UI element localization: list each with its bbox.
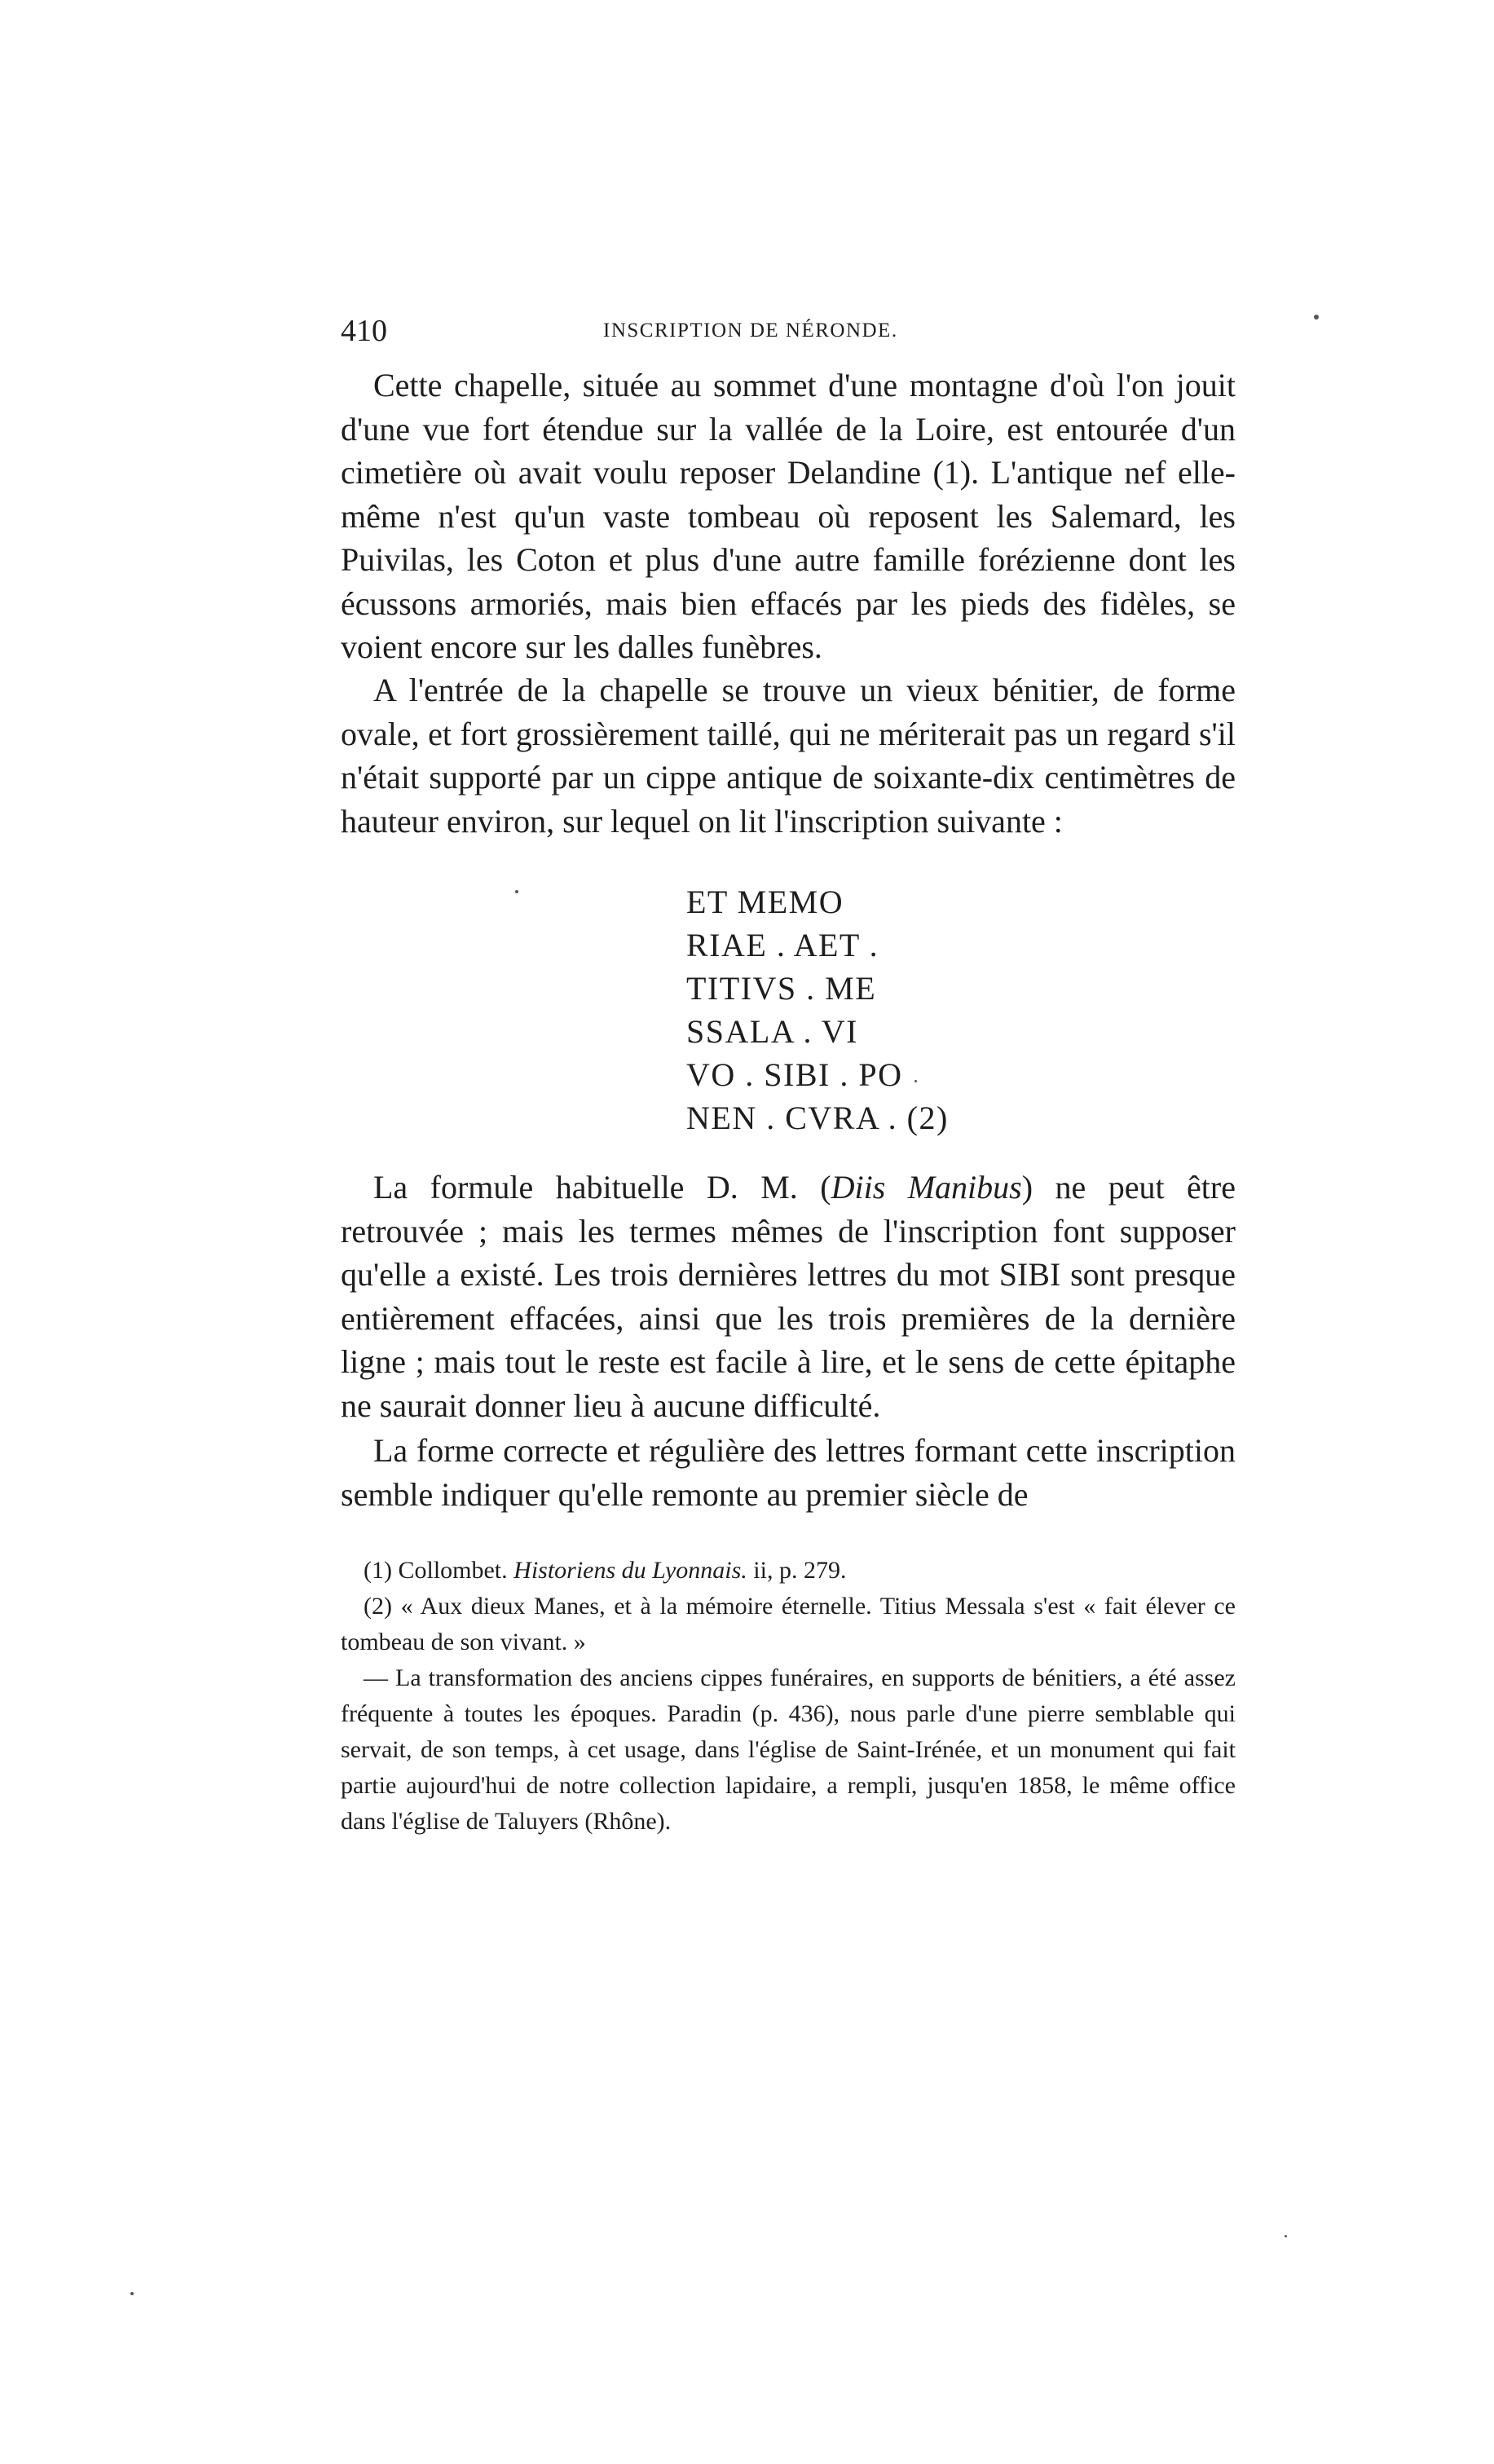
inscription-line-4: SSALA . VI (686, 1013, 858, 1050)
footnote-2: (2) « Aux dieux Manes, et à la mémoire éternelle. Titius Messala s'est « fait élever ce tombeau de son vivant. » (341, 1593, 1236, 1655)
paragraph-3-start: La formule habituelle D. M. ( (373, 1169, 831, 1206)
paragraph-2: A l'entrée de la chapelle se trouve un vieux bénitier, de forme ovale, et fort grossièrement taillé, qui ne mériterait pas un regard s'il n'était supporté par un cippe antique de soixante-dix centimètres de hauteur environ, sur lequel on lit l'inscription suivante : (341, 672, 1236, 840)
paragraph-3 (341, 1166, 1236, 1427)
paragraph-3-italic: Diis Manibus (831, 1169, 1022, 1206)
paper-speck (1285, 2235, 1287, 2237)
footnotes (341, 1553, 1236, 1840)
inscription-line-3: TITIVS . ME (686, 970, 877, 1007)
inscription-line-2: RIAE . AET . (686, 927, 879, 963)
page-header (341, 313, 1237, 362)
paper-speck (130, 2292, 134, 2295)
paragraph-3-end: ) ne peut être retrouvée ; mais les termes mêmes de l'inscription font supposer qu'elle a existé. Les trois dernières lettres du mot SIBI sont presque entièrement effacées, ainsi que les trois premières de la dernière ligne ; mais tout le reste est facile à lire, et le sens de cette épitaphe ne saurait donner lieu à aucune difficulté. (341, 1169, 1236, 1424)
running-title: INSCRIPTION DE NÉRONDE. (603, 320, 898, 342)
footnote-1 (341, 1553, 1236, 1589)
footnote-3: — La transformation des anciens cippes funéraires, en supports de bénitiers, a été assez fréquente à toutes les époques. Paradin (p. 436), nous parle d'une pierre semblable qui servait, de son temps, à cet usage, dans l'église de Saint-Irénée, et un monument qui fait partie aujourd'hui de notre collection lapidaire, a rempli, jusqu'en 1858, le même office dans l'église de Taluyers (Rhône). (341, 1664, 1236, 1835)
page-number: 410 (341, 314, 387, 348)
paper-speck (1314, 315, 1319, 320)
footnote-1-italic: Historiens du Lyonnais. (513, 1557, 747, 1584)
inscription-line-1: ET MEMO (686, 884, 844, 920)
inscription-line-6: NEN . CVRA . (2) (686, 1100, 949, 1136)
paper-speck (914, 1080, 917, 1082)
inscription-line-5: VO . SIBI . PO (686, 1056, 903, 1093)
footnote-1-start: (1) Collombet. (364, 1557, 514, 1584)
footnote-1-end: ii, p. 279. (747, 1557, 847, 1584)
paper-speck (515, 890, 518, 893)
paragraph-4: La forme correcte et régulière des lettres formant cette inscription semble indiquer qu'elle remonte au premier siècle de (341, 1432, 1236, 1513)
paragraph-1: Cette chapelle, située au sommet d'une montagne d'où l'on jouit d'une vue fort étendue sur la vallée de la Loire, est entourée d'un cimetière où avait voulu reposer Delandine (1). L'antique nef elle-même n'est qu'un vaste tombeau où reposent les Salemard, les Puivilas, les Coton et plus d'une autre famille forézienne dont les écussons armoriés, mais bien effacés par les pieds des fidèles, se voient encore sur les dalles funèbres. (341, 367, 1236, 665)
latin-inscription (686, 880, 949, 1139)
